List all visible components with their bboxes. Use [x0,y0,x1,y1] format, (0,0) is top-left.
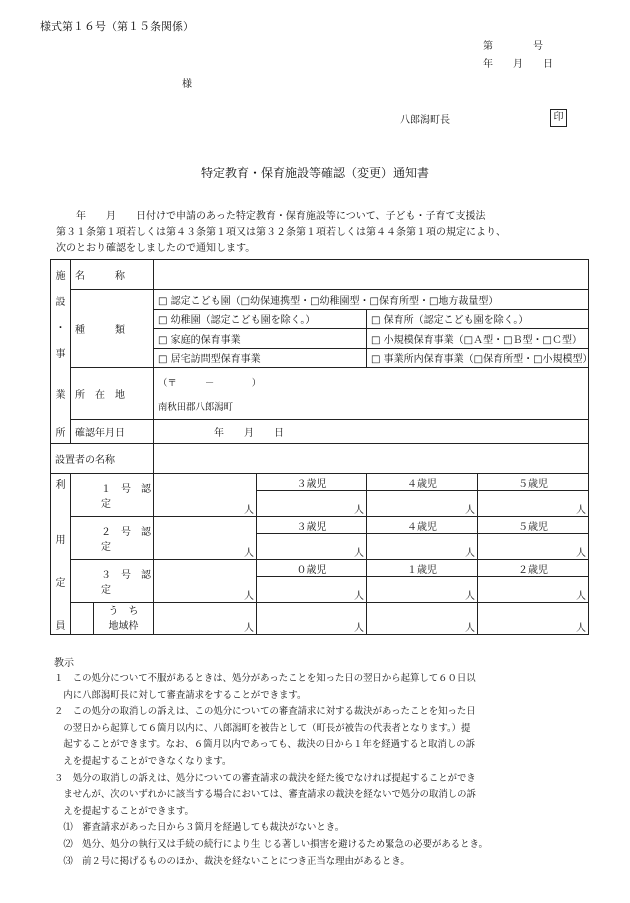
notes-heading: 教示 [54,658,74,669]
confirm-date-value: 年 月 日 [154,420,589,444]
address-value: 南秋田郡八郎潟町 [158,401,234,413]
chiikiwaku-label: 地域枠 [108,620,139,632]
nintei2-age5-unit: 人 [478,534,589,560]
nintei1-label: １ 号 認 定 [71,474,154,517]
notes-block [54,671,488,870]
nintei1-age5-unit: 人 [478,491,589,517]
side-label-capacity-4: 員 [51,603,71,635]
nintei3-label: ３ 号 認 定 [71,560,154,603]
chiikiwaku-col3-unit: 人 [478,603,589,635]
nintei3-total-unit: 人 [154,560,257,603]
nintei3-age0-unit: 人 [257,577,367,603]
nintei1-age3-header: ３歳児 [257,474,367,491]
document-number-line: 第 号 [483,41,543,52]
note-line: の翌日から起算して６箇月以内に、八郎潟町を被告として（町長が被告の代表者となります。）提 [54,722,471,734]
nintei1-total-unit: 人 [154,474,257,517]
nintei2-label: ２ 号 認 定 [71,517,154,560]
type-kyotaku: □ 居宅訪問型保育事業 [154,348,367,368]
type-label: 種 類 [71,290,154,368]
note-line: １ この処分について不服があるときは、処分があったことを知った日の翌日から起算して６０日以 [54,673,476,684]
name-label: 名 称 [71,260,154,290]
side-label-capacity-3: 定 [51,560,71,603]
note-line: ⑴ 審査請求があった日から３箇月を経過しても裁決がないとき。 [54,822,345,834]
seal-box: 印 [550,109,567,127]
nintei3-age0-header: ０歳児 [257,560,367,577]
nintei2-age5-header: ５歳児 [478,517,589,534]
nintei2-age3-unit: 人 [257,534,367,560]
chiikiwaku-col1-unit: 人 [257,603,367,635]
type-hoikusho: □ 保育所（認定こども園を除く。） [367,309,589,329]
note-line: ３ 処分の取消しの訴えは、処分についての審査請求の裁決を経た後でなければ提起することができ [54,772,476,784]
chiikiwaku-total-unit: 人 [154,603,257,635]
confirm-date-label: 確認年月日 [71,420,154,444]
side-label-facility-3: 業 [51,368,71,420]
intro-line-2: 第３１条第１項若しくは第４３条第１項又は第３２条第１項若しくは第４４条第１項の規定により、 [56,227,506,238]
note-line: ⑶ 前２号に掲げるもののほか、裁決を経ないことにつき正当な理由があるとき。 [54,855,410,867]
type-youchien: □ 幼稚園（認定こども園を除く。） [154,309,367,329]
founder-label: 設置者の名称 [51,444,154,474]
side-char-setsu: 設 [55,296,66,308]
note-line: えを提起することができます。 [54,805,194,817]
uchi-label: う ち [108,605,139,617]
side-label-facility-1: 施 [51,260,71,290]
nintei3-age1-unit: 人 [367,577,478,603]
nintei1-age4-unit: 人 [367,491,478,517]
address-label: 所 在 地 [71,368,154,420]
nintei2-age3-header: ３歳児 [257,517,367,534]
type-jigyosho: □ 事業所内保育事業（□保育所型・□小規模型） [367,348,589,368]
type-shokibo: □ 小規模保育事業（□Ａ型・□Ｂ型・□Ｃ型） [367,329,589,349]
side-label-facility-4: 所 [51,420,71,444]
nintei3-age1-header: １歳児 [367,560,478,577]
addressee-suffix: 様 [182,79,192,90]
type-kodomoen: □ 認定こども園（□幼保連携型・□幼稚園型・□保育所型・□地方裁量型） [154,290,589,310]
intro-line-1: 年 月 日付けで申請のあった特定教育・保育施設等について、子ども・子育て支援法 [56,211,486,222]
confirmation-table [50,259,593,635]
nintei2-age4-unit: 人 [367,534,478,560]
intro-line-3: 次のとおり確認をしましたので通知します。 [56,243,256,254]
form-number: 様式第１６号（第１５条関係） [40,20,194,33]
note-line: 内に八郎潟町長に対して審査請求をすることができます。 [54,689,307,701]
side-char-dot: ・ [55,322,66,334]
side-label-capacity-1: 利 [51,474,71,517]
issuer-name: 八郎潟町長 [400,115,450,126]
note-line: ２ この処分の取消しの訴えは、この処分についての審査請求に対する裁決があったことを知った日 [54,706,476,718]
side-label-capacity-2: 用 [51,517,71,560]
side-char-ji: 事 [55,348,66,360]
nintei1-age4-header: ４歳児 [367,474,478,491]
founder-value [154,444,589,474]
nintei3-age2-unit: 人 [478,577,589,603]
chiikiwaku-cell [94,603,154,635]
nintei1-age5-header: ５歳児 [478,474,589,491]
nintei1-age3-unit: 人 [257,491,367,517]
note-line: ⑵ 処分、処分の執行又は手続の続行により生 じる著しい損害を避けるため緊急の必要があるとき。 [54,838,488,850]
nintei2-age4-header: ４歳児 [367,517,478,534]
nintei3-age2-header: ２歳児 [478,560,589,577]
note-line: えを提起することができなくなります。 [54,755,232,767]
address-cell [154,368,589,420]
postal-code: （〒 － ） [158,377,262,389]
note-line: 起することができます。なお、６箇月以内であっても、裁決の日から１年を経過すると取消しの訴 [54,739,476,751]
document-title: 特定教育・保育施設等確認（変更）通知書 [200,166,429,180]
date-line: 年 月 日 [483,59,553,70]
name-value [154,260,589,290]
type-katei: □ 家庭的保育事業 [154,329,367,349]
chiikiwaku-col2-unit: 人 [367,603,478,635]
nintei2-total-unit: 人 [154,517,257,560]
uchi-spacer [71,603,94,635]
note-line: ませんが、次のいずれかに該当する場合においては、審査請求の裁決を経ないで処分の取消しの訴 [54,789,476,801]
side-label-facility-2 [51,290,71,368]
